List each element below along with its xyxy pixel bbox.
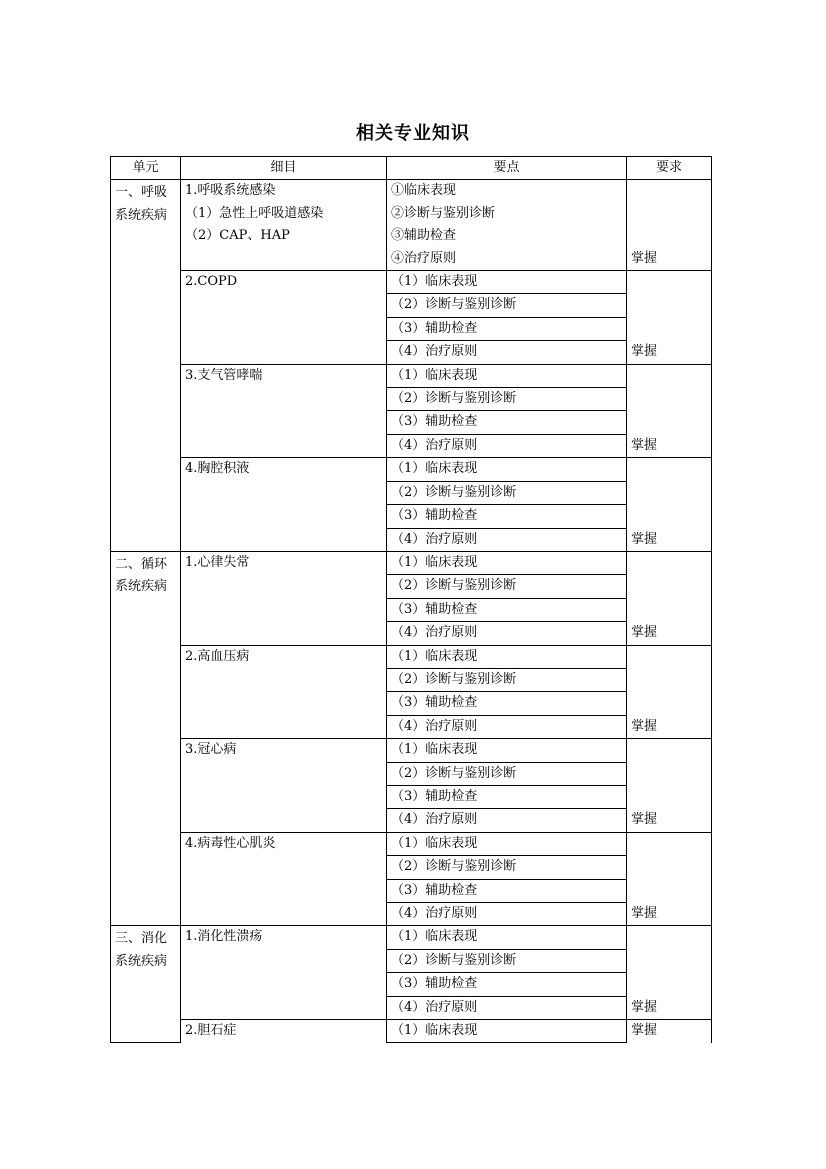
point-cell: （3）辅助检查: [387, 317, 627, 340]
detail-cell: 2.胆石症: [181, 1020, 387, 1043]
table-row: [111, 364, 712, 387]
table-row: [111, 832, 712, 855]
document-title: 相关专业知识: [356, 123, 470, 144]
detail-line: 1.呼吸系统感染: [185, 183, 276, 199]
point-cell: （2）诊断与鉴别诊断: [387, 294, 627, 317]
requirement-cell: 掌握: [627, 180, 712, 271]
requirement-cell: 掌握: [627, 364, 712, 458]
point-cell: （1）临床表现: [387, 1020, 627, 1043]
point-cell: （4）治疗原则: [387, 341, 627, 364]
detail-cell: 3.支气管哮喘: [181, 364, 387, 458]
requirement-cell: 掌握: [627, 551, 712, 645]
point-cell: （3）辅助检查: [387, 598, 627, 621]
unit-cell: 一、呼吸系统疾病: [111, 180, 181, 552]
header-requirement: 要求: [627, 157, 712, 180]
table-row: [111, 458, 712, 481]
point-cell: （4）治疗原则: [387, 528, 627, 551]
header-detail: 细目: [181, 157, 387, 180]
point-cell: （2）诊断与鉴别诊断: [387, 388, 627, 411]
detail-cell: 1.心律失常: [181, 551, 387, 645]
point-cell: （3）辅助检查: [387, 692, 627, 715]
points-cell: [387, 180, 627, 271]
point-cell: （3）辅助检查: [387, 411, 627, 434]
syllabus-table: [110, 156, 712, 1043]
requirement-cell: 掌握: [627, 645, 712, 739]
point-cell: （2）诊断与鉴别诊断: [387, 949, 627, 972]
point-cell: （1）临床表现: [387, 645, 627, 668]
table-row: [111, 645, 712, 668]
header-unit: 单元: [111, 157, 181, 180]
header-points: 要点: [387, 157, 627, 180]
syllabus-body: [111, 180, 712, 1043]
point-cell: （2）诊断与鉴别诊断: [387, 856, 627, 879]
unit-cell: 二、循环系统疾病: [111, 551, 181, 926]
table-row: [111, 271, 712, 294]
table-row: [111, 551, 712, 574]
point-line: ①临床表现: [391, 183, 457, 199]
table-header-row: [111, 157, 712, 180]
point-cell: （1）临床表现: [387, 739, 627, 762]
point-cell: （2）诊断与鉴别诊断: [387, 668, 627, 691]
detail-cell: 4.胸腔积液: [181, 458, 387, 552]
point-cell: （4）治疗原则: [387, 622, 627, 645]
detail-cell: 1.消化性溃疡: [181, 926, 387, 1020]
point-cell: （4）治疗原则: [387, 809, 627, 832]
requirement-cell: 掌握: [627, 832, 712, 926]
point-cell: （1）临床表现: [387, 364, 627, 387]
requirement-cell: 掌握: [627, 458, 712, 552]
point-cell: （1）临床表现: [387, 832, 627, 855]
requirement-cell: 掌握: [627, 271, 712, 365]
point-line: ③辅助检查: [391, 228, 457, 244]
point-cell: （3）辅助检查: [387, 785, 627, 808]
point-cell: （2）诊断与鉴别诊断: [387, 762, 627, 785]
detail-line: （1）急性上呼吸道感染: [185, 205, 324, 221]
detail-spacer: [185, 248, 382, 270]
point-cell: （3）辅助检查: [387, 973, 627, 996]
point-cell: （1）临床表现: [387, 551, 627, 574]
point-cell: （1）临床表现: [387, 271, 627, 294]
table-row: [111, 180, 712, 271]
detail-cell: 2.高血压病: [181, 645, 387, 739]
table-row: [111, 1020, 712, 1043]
point-cell: （4）治疗原则: [387, 903, 627, 926]
point-cell: （4）治疗原则: [387, 715, 627, 738]
unit-cell: 三、消化系统疾病: [111, 926, 181, 1043]
requirement-cell: 掌握: [627, 739, 712, 833]
point-cell: （1）临床表现: [387, 458, 627, 481]
point-cell: （4）治疗原则: [387, 434, 627, 457]
table-row: [111, 926, 712, 949]
point-cell: （4）治疗原则: [387, 996, 627, 1019]
point-cell: （2）诊断与鉴别诊断: [387, 481, 627, 504]
table-row: [111, 739, 712, 762]
detail-cell: [181, 180, 387, 271]
requirement-cell: 掌握: [627, 926, 712, 1020]
detail-line: （2）CAP、HAP: [185, 228, 290, 244]
detail-cell: 3.冠心病: [181, 739, 387, 833]
requirement-cell: 掌握: [627, 1020, 712, 1043]
point-line: ④治疗原则: [391, 250, 457, 266]
point-cell: （1）临床表现: [387, 926, 627, 949]
detail-cell: 2.COPD: [181, 271, 387, 365]
point-cell: （3）辅助检查: [387, 879, 627, 902]
point-line: ②诊断与鉴别诊断: [391, 205, 496, 221]
point-cell: （3）辅助检查: [387, 505, 627, 528]
detail-cell: 4.病毒性心肌炎: [181, 832, 387, 926]
point-cell: （2）诊断与鉴别诊断: [387, 575, 627, 598]
